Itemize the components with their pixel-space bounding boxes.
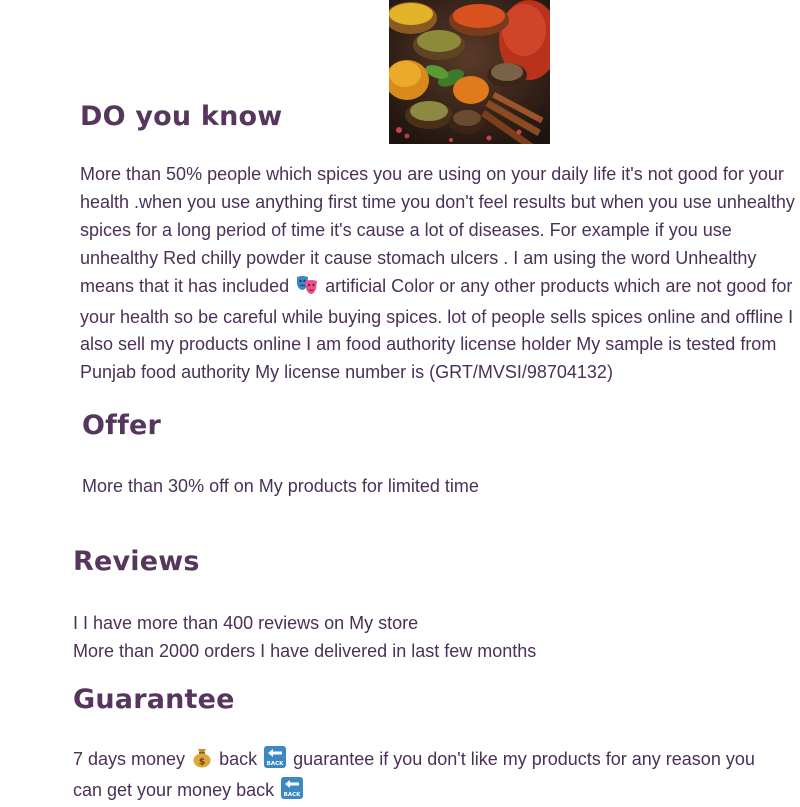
svg-text:$: $	[198, 757, 206, 768]
guarantee-text-2: back	[219, 749, 258, 769]
know-text-part1: More than 50% people which spices you are using on your daily life it's not good for your health .when you use anything first time you don't feel results but when you use unhealthy spices for a long period of time it's cause a lot of diseases. For example if you use unhealthy Red chilly powder it cause stomach ulcers . I am using the word Unhealthy means that it has included	[80, 164, 795, 296]
money-bag-icon	[192, 746, 212, 776]
reviews-heading: Reviews	[73, 546, 200, 577]
do-you-know-paragraph	[80, 161, 800, 387]
performing-arts-masks-icon	[296, 275, 318, 304]
spices-photo	[389, 0, 550, 144]
guarantee-paragraph	[73, 745, 785, 807]
guarantee-text-3: guarantee if you don't like my products for any reason you can get your money back	[73, 749, 755, 800]
back-arrow-icon-2	[281, 777, 303, 807]
reviews-line-1: I I have more than 400 reviews on My store	[73, 613, 419, 633]
back-label-2: BACK	[283, 792, 301, 798]
reviews-line-2: More than 2000 orders I have delivered in last few months	[73, 641, 537, 661]
offer-text: More than 30% off on My products for limited time	[82, 476, 479, 496]
know-text-part2: artificial Color or any other products which are not good for your health so be careful while buying spices. lot of people sells spices online and offline I also sell my products online I am food authority license holder My sample is tested from Punjab food authority My license number is (GRT/MVSI/98704132)	[80, 275, 794, 383]
back-arrow-icon	[264, 746, 286, 776]
do-you-know-heading: DO you know	[80, 101, 283, 132]
guarantee-text-1: 7 days money	[73, 749, 186, 769]
back-label: BACK	[266, 761, 284, 767]
offer-heading: Offer	[82, 410, 162, 441]
guarantee-heading: Guarantee	[73, 684, 235, 715]
